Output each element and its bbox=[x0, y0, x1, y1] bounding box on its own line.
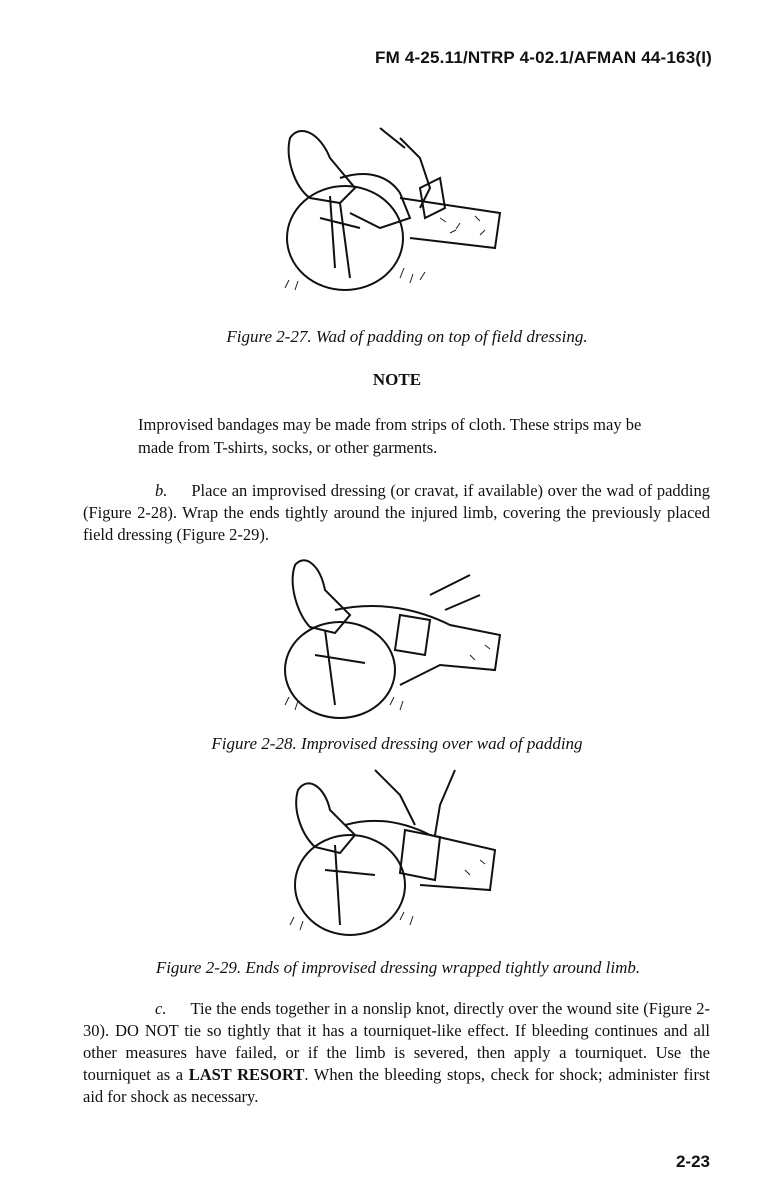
paragraph-b bbox=[83, 480, 710, 546]
figure-2-27-caption: Figure 2-27. Wad of padding on top of field dressing. bbox=[226, 327, 588, 346]
paragraph-c-text-2: . When the bleeding stops, check for shock; administer first aid for shock as necessary. bbox=[83, 1065, 711, 1106]
note-text: Improvised bandages may be made from strips of cloth. These strips may be made from T-shirts, socks, or other garments. bbox=[138, 415, 642, 457]
running-header: FM 4-25.11/NTRP 4-02.1/AFMAN 44-163(I) bbox=[374, 48, 712, 67]
figure-2-27-illustration bbox=[280, 118, 510, 303]
paragraph-b-text: Place an improvised dressing (or cravat, if available) over the wad of padding (Figure 2-28). Wrap the ends tightly around the injured limb, covering the previously placed field dressing (Figure 2-29). bbox=[83, 481, 710, 544]
paragraph-c bbox=[83, 998, 710, 1108]
paragraph-c-letter: c. bbox=[155, 999, 167, 1018]
figure-2-29-illustration bbox=[280, 765, 505, 940]
note-title: NOTE bbox=[372, 370, 422, 389]
figure-2-28-caption: Figure 2-28. Improvised dressing over wad of padding bbox=[211, 734, 583, 753]
paragraph-b-letter: b. bbox=[155, 481, 168, 500]
figure-2-29-caption: Figure 2-29. Ends of improvised dressing wrapped tightly around limb. bbox=[155, 958, 641, 977]
figure-2-28-illustration bbox=[280, 555, 520, 725]
paragraph-c-text-1: Tie the ends together in a nonslip knot, directly over the wound site (Figure 2-30). DO NOT tie so tightly that it has a tourniquet-like effect. If bleeding continues and all other measures have failed, or if the limb is severed, then apply a tourniquet. Use the tourniquet as a bbox=[83, 999, 710, 1084]
page-number: 2-23 bbox=[675, 1152, 710, 1171]
paragraph-c-emphasis: LAST RESORT bbox=[188, 1065, 305, 1084]
